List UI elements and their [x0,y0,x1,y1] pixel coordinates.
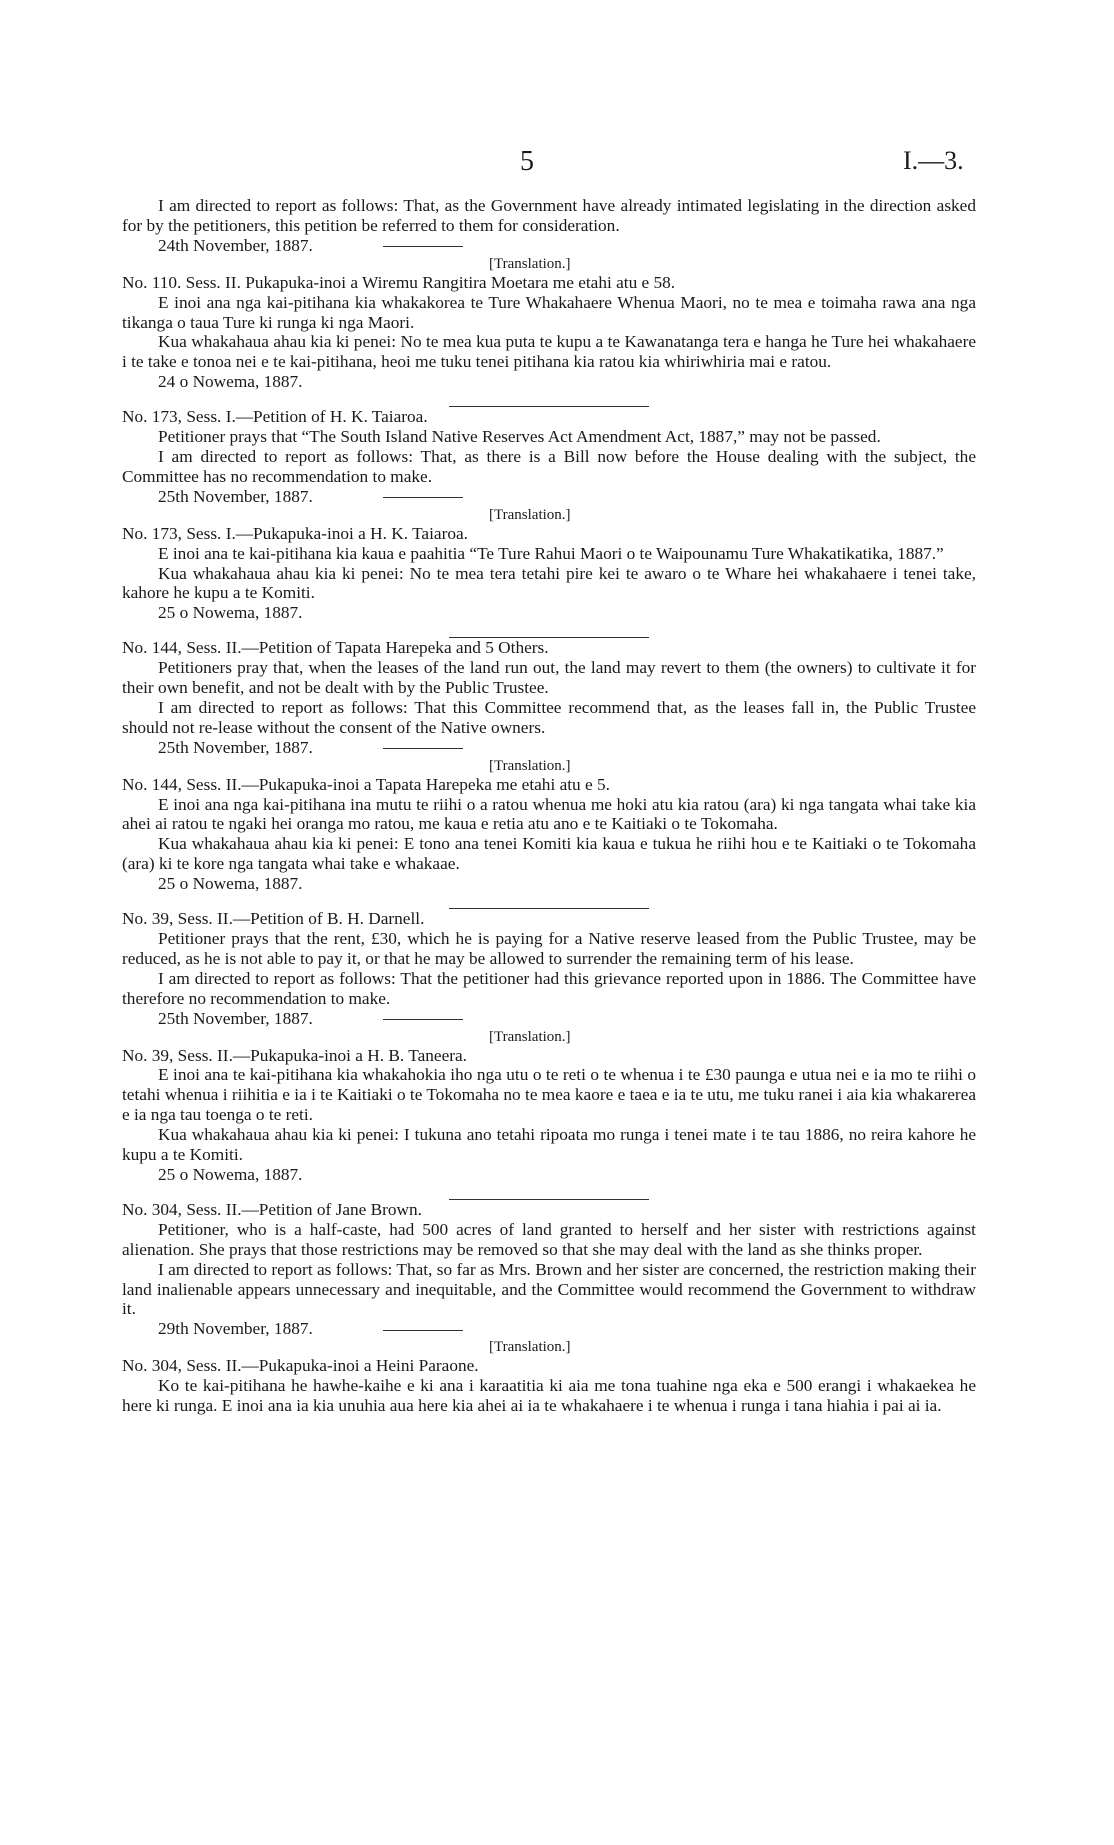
date-line: 24 o Nowema, 1887. [158,372,303,392]
date-line: 25 o Nowema, 1887. [158,1164,303,1184]
date-line: 25th November, 1887. [122,1009,976,1029]
paragraph: E inoi ana nga kai-pitihana kia whakakorea te Ture Whakahaere Whenua Maori, no te mea e toimaha rawa ana nga tikanga o taua Ture ki runga ki nga Maori. [122,292,976,332]
section-heading-39-translation: No. 39, Sess. II.—Pukapuka-inoi a H. B. Taneera. [122,1045,467,1065]
date-line: 25 o Nowema, 1887. [158,603,303,623]
translation-label: [Translation.] [489,506,571,523]
paragraph: Ko te kai-pitihana he hawhe-kaihe e ki ana i karaatitia ki aia me tona tuahine nga eka e 500 erangi i whakaekea he here ki runga. E inoi ana ia kia unuhia aua here kia ahei ai ia te whakahaere i te whenua i runga i tana hiahia i pai ai ia. [122,1376,976,1416]
section-heading-110: No. 110. Sess. II. Pukapuka-inoi a Wiremu Rangitira Moetara me etahi atu e 58. [122,272,676,292]
intro-report: I am directed to report as follows: That, as the Government have already intimated legislating in the direction asked for by the petitioners, this petition be referred to them for consideration. [122,196,976,235]
intro-date: 24th November, 1887. [122,236,976,256]
translation-label: [Translation.] [489,757,571,774]
paragraph: Petitioner prays that “The South Island Native Reserves Act Amendment Act, 1887,” may not be passed. [158,427,881,447]
section-heading-304-translation: No. 304, Sess. II.—Pukapuka-inoi a Heini Paraone. [122,1356,479,1376]
section-heading-173-translation: No. 173, Sess. I.—Pukapuka-inoi a H. K. Taiaroa. [122,523,468,543]
paragraph: E inoi ana te kai-pitihana kia whakahokia iho nga utu o te reti o te whenua i te £30 paunga e utua nei e ia mo te riihi o tetahi whenua i riihitia e ia i te Kaitiaki o te Tokomaha no te mea kaore e taea e ia te utu, me tuku ranei i aia kia whakarerea e ia nga tau toenga o te reti. [122,1065,977,1125]
paragraph: I am directed to report as follows: That, as there is a Bill now before the House dealing with the subject, the Committee has no recommendation to make. [122,446,976,486]
section-heading-144-translation: No. 144, Sess. II.—Pukapuka-inoi a Tapata Harepeka me etahi atu e 5. [122,774,610,794]
translation-label: [Translation.] [489,1028,571,1045]
date-line: 25 o Nowema, 1887. [158,874,303,894]
translation-label: [Translation.] [489,255,571,272]
translation-label: [Translation.] [489,1339,571,1356]
section-heading-39: No. 39, Sess. II.—Petition of B. H. Darnell. [122,909,425,929]
section-heading-144: No. 144, Sess. II.—Petition of Tapata Harepeka and 5 Others. [122,638,549,658]
paragraph: Petitioners pray that, when the leases of the land run out, the land may revert to them (the owners) to cultivate it for their own benefit, and not be dealt with by the Public Trustee. [122,658,976,698]
parliamentary-reference: I.—3. [903,146,964,175]
document-body [122,196,976,1416]
paragraph: E inoi ana nga kai-pitihana ina mutu te riihi o a ratou whenua me hoki atu kia ratou (ara) ki nga tangata whai take kia ahei ai ratou te ngaki hei oranga mo ratou, me kaua e retia atu ano e te Kaitiaki o te Tokomaha. [122,794,976,834]
paragraph: Petitioner prays that the rent, £30, which he is paying for a Native reserve leased from the Public Trustee, may be reduced, as he is not able to pay it, or that he may be allowed to surrender the remaining term of his lease. [122,929,976,968]
paragraph: I am directed to report as follows: That this Committee recommend that, as the leases fall in, the Public Trustee should not re-lease without the consent of the Native owners. [122,697,976,737]
section-heading-304: No. 304, Sess. II.—Petition of Jane Brown. [122,1199,423,1219]
paragraph: Kua whakahaua ahau kia ki penei: No te mea tera tetahi pire kei te awaro o te Whare hei whakahaere i tenei take, kahore he kupu a te Komiti. [122,563,976,603]
page-number: 5 [520,146,534,177]
date-line: 25th November, 1887. [122,738,976,758]
paragraph: E inoi ana te kai-pitihana kia kaua e paahitia “Te Ture Rahui Maori o te Waipounamu Ture Whakatikatika, 1887.” [158,543,944,563]
section-heading-173: No. 173, Sess. I.—Petition of H. K. Taiaroa. [122,407,428,427]
paragraph: Kua whakahaua ahau kia ki penei: I tukuna ano tetahi ripoata mo runga i tenei mate i te tau 1886, no reira kahore he kupu a te Komiti. [122,1125,976,1165]
paragraph: Kua whakahaua ahau kia ki penei: E tono ana tenei Komiti kia kaua e tukua he riihi hou e te Kaitiaki o te Tokomaha (ara) ki te kore nga tangata whai take e whakaae. [122,834,976,874]
paragraph: Kua whakahaua ahau kia ki penei: No te mea kua puta te kupu a te Kawanatanga tera e hanga he Ture hei whakahaere i te take e tonoa nei e te kai-pitihana, heoi me tuku tenei pitihana kia ratou kia whiriwhiria mai e ratou. [122,332,976,372]
paragraph: I am directed to report as follows: That, so far as Mrs. Brown and her sister are concerned, the restriction making their land inalienable appears unnecessary and inequitable, and the Committee would recommend the Government to withdraw it. [122,1259,976,1319]
date-line: 25th November, 1887. [122,487,976,507]
paragraph: I am directed to report as follows: That the petitioner had this grievance reported upon in 1886. The Committee have therefore no recommendation to make. [122,968,976,1008]
paragraph: Petitioner, who is a half-caste, had 500 acres of land granted to herself and her sister with restrictions against alienation. She prays that those restrictions may be removed so that she may deal with the land as she thinks proper. [122,1219,976,1259]
date-line: 29th November, 1887. [122,1319,976,1339]
